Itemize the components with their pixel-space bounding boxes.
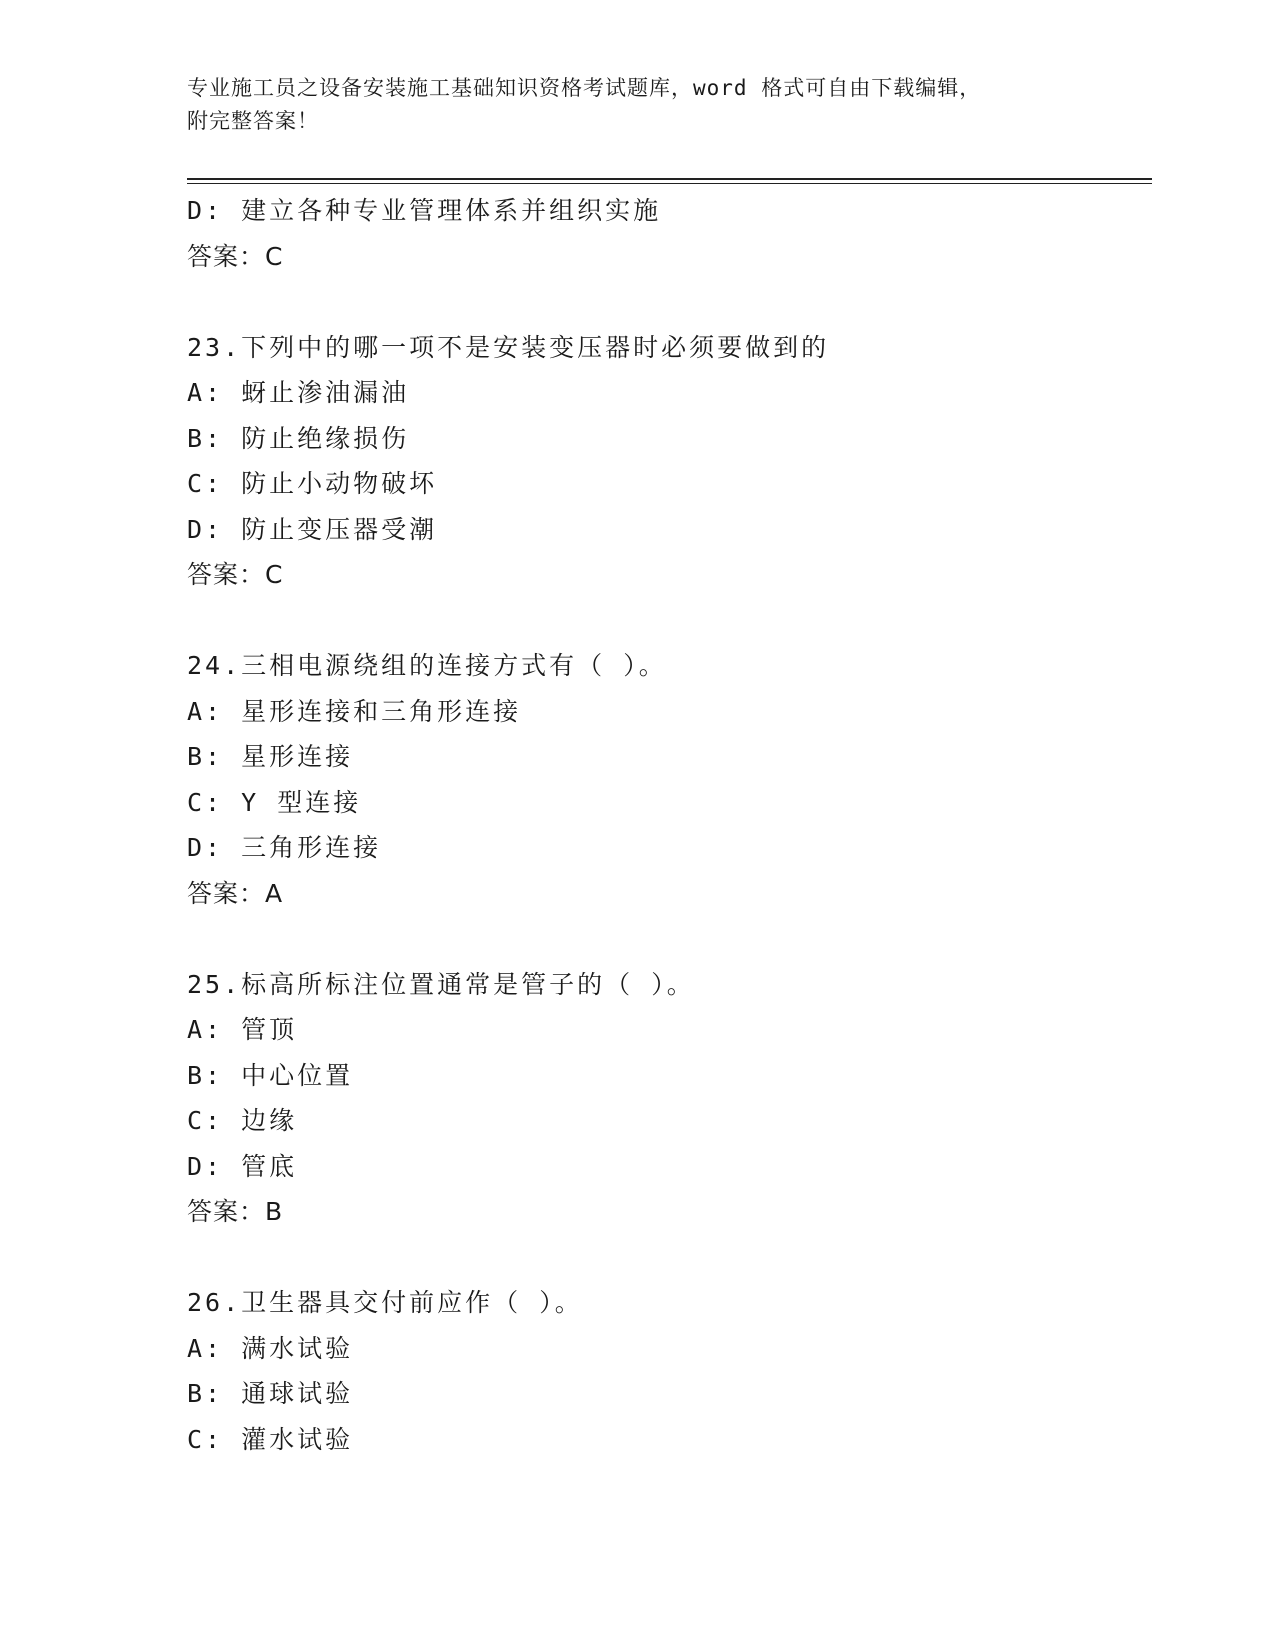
option-c: C: 边缘 (187, 1106, 298, 1135)
question-stem: 23.下列中的哪一项不是安装变压器时必须要做到的 (187, 332, 830, 362)
question-23 (187, 325, 1152, 598)
option-b: B: 星形连接 (187, 742, 354, 771)
page-header (187, 72, 1087, 138)
header-title-line-1: 专业施工员之设备安装施工基础知识资格考试题库，word 格式可自由下载编辑， (187, 76, 982, 100)
question-26 (187, 1280, 1152, 1462)
option-a: A: 蚜止渗油漏油 (187, 378, 410, 407)
option-d: D: 三角形连接 (187, 833, 382, 862)
answer-line: 答案：C (187, 560, 284, 589)
question-stem: 25.标高所标注位置通常是管子的（ ）。 (187, 969, 695, 999)
spacer (187, 598, 1152, 644)
question-list (187, 188, 1152, 1462)
option-c: C: 灌水试验 (187, 1424, 354, 1454)
spacer (187, 1235, 1152, 1281)
option-a: A: 星形连接和三角形连接 (187, 696, 522, 726)
question-fragment-22 (187, 188, 1152, 279)
option-d: D: 防止变压器受潮 (187, 514, 438, 544)
answer-line: 答案：B (187, 1197, 284, 1226)
question-24 (187, 643, 1152, 916)
option-c: C: 防止小动物破坏 (187, 469, 438, 498)
spacer (187, 916, 1152, 962)
option-b: B: 中心位置 (187, 1060, 354, 1090)
option-d: D: 管底 (187, 1151, 298, 1181)
option-a: A: 满水试验 (187, 1333, 354, 1363)
header-title-line-2: 附完整答案！ (187, 109, 319, 133)
option-b: B: 通球试验 (187, 1379, 354, 1408)
question-stem: 24.三相电源绕组的连接方式有（ ）。 (187, 651, 667, 680)
answer-line: 答案：A (187, 878, 284, 908)
option-c: C: Y 型连接 (187, 787, 362, 817)
answer-line: 答案：C (187, 241, 284, 271)
spacer (187, 279, 1152, 325)
option-d: D: 建立各种专业管理体系并组织实施 (187, 196, 662, 225)
option-a: A: 管顶 (187, 1015, 298, 1044)
option-b: B: 防止绝缘损伤 (187, 423, 410, 453)
question-25 (187, 962, 1152, 1235)
question-stem: 26.卫生器具交付前应作（ ）。 (187, 1288, 583, 1317)
header-divider (187, 178, 1152, 184)
